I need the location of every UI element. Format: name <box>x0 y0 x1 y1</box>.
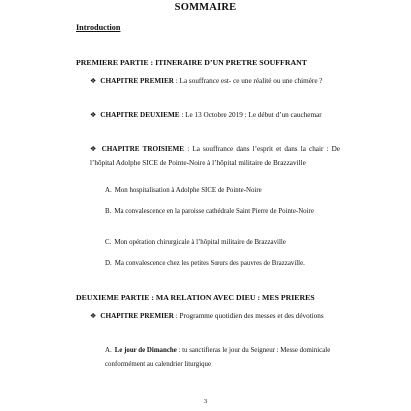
sub-item-text: Ma convalescence chez les petites Sœurs des pauvres de Brazzaville. <box>114 260 305 267</box>
sub-item-text: Mon hospitalisation à Adolphe SICE de Pointe-Noire <box>114 187 262 194</box>
chapter-text: : La souffrance dans l’esprit et dans la chair : De l’hôpital Adolphe SICE de Pointe-Noire à l’hôpital militaire de Brazzaville <box>90 145 340 167</box>
sub-item-text: Mon opération chirurgicale à l’hôpital militaire de Brazzaville <box>114 239 286 246</box>
sub-item-text: Ma convalescence en la paroisse cathédrale Saint Pierre de Pointe-Noire <box>114 208 314 215</box>
chapter-text: : La souffrance est- ce une réalité ou une chimère ? <box>173 77 323 85</box>
diamond-bullet-icon: ❖ <box>90 77 97 85</box>
sub-item-bold-text: Le jour de Dimanche <box>114 347 177 354</box>
sub-item <box>105 205 341 219</box>
chapter-name: CHAPITRE PREMIER <box>100 77 174 85</box>
sub-item <box>105 344 341 371</box>
sub-item <box>105 184 341 198</box>
diamond-bullet-icon: ❖ <box>90 145 98 153</box>
sub-item-letter: A. <box>105 187 112 194</box>
sub-item-letter: D. <box>105 260 112 267</box>
chapter-name: CHAPITRE DEUXIEME <box>100 111 180 119</box>
chapter-entry <box>90 143 340 170</box>
sub-item-letter: A. <box>105 347 112 354</box>
sub-item-letter: C. <box>105 239 112 246</box>
sub-item <box>105 257 341 271</box>
part-two-title: DEUXIEME PARTIE : MA RELATION AVEC DIEU : MES PRIERES <box>76 293 315 302</box>
chapter-name: CHAPITRE PREMIER <box>100 312 174 320</box>
introduction-heading: Introduction <box>76 23 121 32</box>
chapter-entry <box>90 310 340 324</box>
chapter-text: : Programme quotidien des messes et des dévotions <box>173 312 324 320</box>
part-one-title: PREMIERE PARTIE : ITINERAIRE D’UN PRETRE SOUFFRANT <box>76 58 307 67</box>
diamond-bullet-icon: ❖ <box>90 111 97 119</box>
page-title: SOMMAIRE <box>174 2 237 13</box>
chapter-name: CHAPITRE TROISIEME <box>101 145 185 153</box>
sub-item <box>105 236 341 250</box>
sub-item-text: : tu sanctifieras le jour du Seigneur : Messe dominicale conformément au calendrier liturgique <box>105 347 331 368</box>
page-number: 3 <box>203 398 208 405</box>
diamond-bullet-icon: ❖ <box>90 312 97 320</box>
chapter-entry <box>90 109 340 123</box>
chapter-text: : Le 13 Octobre 2019 : Le début d’un cauchemar <box>179 111 322 119</box>
chapter-entry <box>90 75 340 89</box>
sub-item-letter: B. <box>105 208 112 215</box>
